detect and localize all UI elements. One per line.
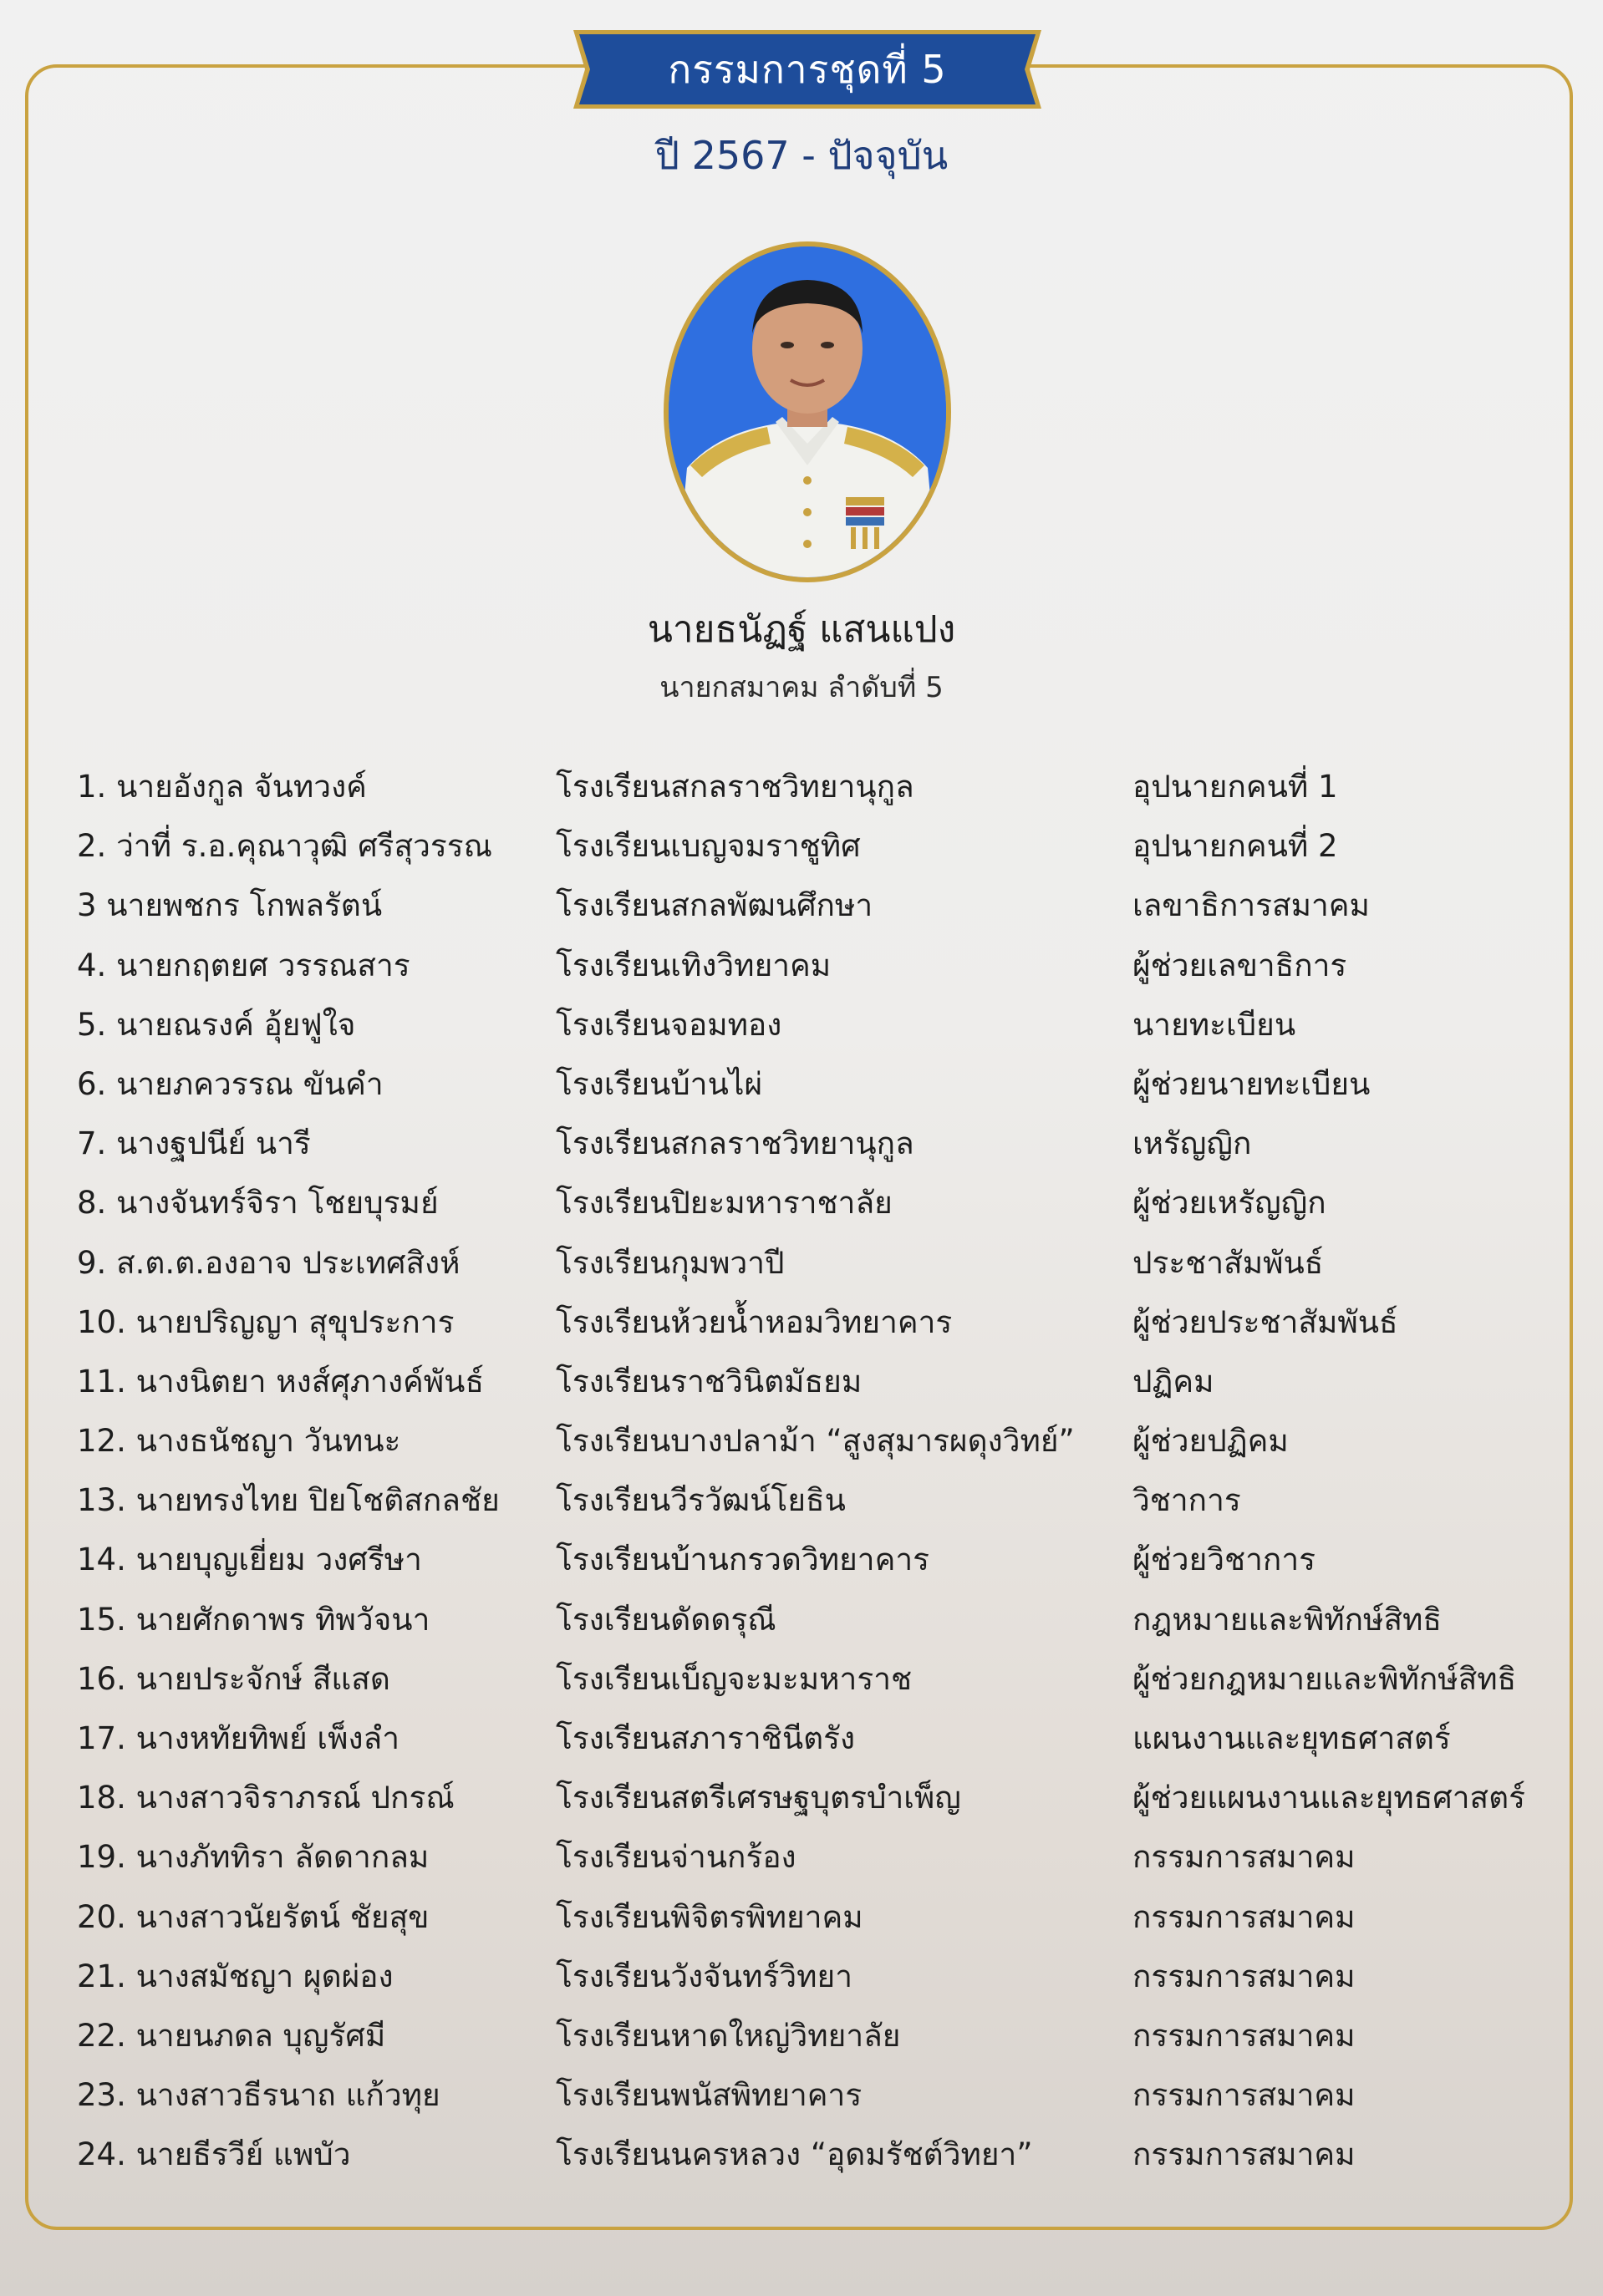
member-row bbox=[77, 1535, 1548, 1594]
member-position: เหรัญญิก bbox=[1132, 1125, 1252, 1162]
member-row bbox=[77, 1416, 1548, 1476]
member-school: โรงเรียนสภาราชินีตรัง bbox=[556, 1720, 856, 1756]
member-position: วิชาการ bbox=[1132, 1482, 1241, 1519]
member-position: แผนงานและยุทธศาสตร์ bbox=[1132, 1720, 1451, 1756]
member-position: ผู้ช่วยปฏิคม bbox=[1132, 1423, 1289, 1460]
member-position: อุปนายกคนที่ 1 bbox=[1132, 769, 1338, 805]
member-school: โรงเรียนเบญจมราชูทิศ bbox=[556, 828, 861, 865]
member-position: ผู้ช่วยเลขาธิการ bbox=[1132, 947, 1347, 983]
member-position: ผู้ช่วยเหรัญญิก bbox=[1132, 1185, 1326, 1222]
member-position: กรรมการสมาคม bbox=[1132, 1958, 1356, 1994]
member-row bbox=[77, 881, 1548, 940]
committee-list bbox=[77, 762, 1548, 2190]
member-school: โรงเรียนสกลราชวิทยานุกูล bbox=[556, 769, 914, 805]
member-name: 21. นางสมัชญา ผุดผ่อง bbox=[77, 1958, 394, 1994]
member-position: ประชาสัมพันธ์ bbox=[1132, 1244, 1324, 1281]
title-banner bbox=[567, 27, 1048, 112]
member-row bbox=[77, 2011, 1548, 2070]
member-position: ผู้ช่วยประชาสัมพันธ์ bbox=[1132, 1303, 1398, 1340]
member-position: ผู้ช่วยแผนงานและยุทธศาสตร์ bbox=[1132, 1780, 1525, 1816]
member-row bbox=[77, 1714, 1548, 1773]
member-school: โรงเรียนพิจิตรพิทยาคม bbox=[556, 1898, 863, 1935]
member-row bbox=[77, 2130, 1548, 2189]
member-school: โรงเรียนบ้านไผ่ bbox=[556, 1065, 763, 1102]
member-row bbox=[77, 821, 1548, 881]
member-name: 14. นายบุญเยี่ยม วงศรีษา bbox=[77, 1542, 422, 1578]
member-school: โรงเรียนปิยะมหาราชาลัย bbox=[556, 1185, 893, 1222]
member-name: 5. นายณรงค์ อุ้ยฟูใจ bbox=[77, 1006, 356, 1043]
member-row bbox=[77, 1119, 1548, 1178]
member-name: 22. นายนภดล บุญรัศมี bbox=[77, 2017, 386, 2054]
member-name: 19. นางภัททิรา ลัดดากลม bbox=[77, 1839, 430, 1876]
banner-title: กรรมการชุดที่ 5 bbox=[668, 47, 947, 92]
member-name: 2. ว่าที่ ร.อ.คุณาวุฒิ ศรีสุวรรณ bbox=[77, 828, 492, 865]
member-position: เลขาธิการสมาคม bbox=[1132, 887, 1370, 924]
member-row bbox=[77, 1832, 1548, 1892]
member-school: โรงเรียนราชวินิตมัธยม bbox=[556, 1363, 863, 1399]
president-title: นายกสมาคม ลำดับที่ 5 bbox=[659, 671, 944, 704]
member-row bbox=[77, 1476, 1548, 1535]
member-row bbox=[77, 941, 1548, 1000]
member-row bbox=[77, 1000, 1548, 1059]
member-school: โรงเรียนเทิงวิทยาคม bbox=[556, 947, 832, 983]
member-position: กรรมการสมาคม bbox=[1132, 1839, 1356, 1876]
member-row bbox=[77, 1654, 1548, 1714]
member-row bbox=[77, 762, 1548, 821]
member-name: 17. นางหทัยทิพย์ เพ็งลำ bbox=[77, 1720, 399, 1756]
member-row bbox=[77, 1178, 1548, 1237]
term-period: ปี 2567 - ปัจจุบัน bbox=[654, 133, 949, 178]
member-school: โรงเรียนห้วยน้ำหอมวิทยาคาร bbox=[556, 1303, 953, 1340]
portrait-image bbox=[669, 246, 946, 577]
member-name: 10. นายปริญญา สุขุประการ bbox=[77, 1303, 455, 1340]
member-school: โรงเรียนหาดใหญ่วิทยาลัย bbox=[556, 2017, 901, 2054]
member-name: 8. นางจันทร์จิรา โชยบุรมย์ bbox=[77, 1185, 439, 1222]
member-row bbox=[77, 1952, 1548, 2011]
member-position: ผู้ช่วยกฎหมายและพิทักษ์สิทธิ bbox=[1132, 1660, 1517, 1697]
member-position: อุปนายกคนที่ 2 bbox=[1132, 828, 1338, 865]
member-name: 3 นายพชกร โกพลรัตน์ bbox=[77, 887, 383, 924]
member-position: กรรมการสมาคม bbox=[1132, 1898, 1356, 1935]
member-school: โรงเรียนวังจันทร์วิทยา bbox=[556, 1958, 853, 1994]
president-name: นายธนัฏฐ์ แสนแปง bbox=[647, 608, 956, 651]
member-position: ผู้ช่วยนายทะเบียน bbox=[1132, 1065, 1371, 1102]
member-position: นายทะเบียน bbox=[1132, 1006, 1296, 1043]
member-row bbox=[77, 1298, 1548, 1357]
member-name: 12. นางธนัชญา วันทนะ bbox=[77, 1423, 401, 1460]
member-school: โรงเรียนสกลราชวิทยานุกูล bbox=[556, 1125, 914, 1162]
member-name: 9. ส.ต.ต.องอาจ ประเทศสิงห์ bbox=[77, 1244, 461, 1281]
member-name: 7. นางฐปนีย์ นารี bbox=[77, 1125, 311, 1162]
member-name: 20. นางสาวนัยรัตน์ ชัยสุข bbox=[77, 1898, 430, 1935]
member-school: โรงเรียนสกลพัฒนศึกษา bbox=[556, 887, 873, 924]
member-school: โรงเรียนบ้านกรวดวิทยาคาร bbox=[556, 1542, 929, 1578]
member-row bbox=[77, 2070, 1548, 2130]
member-school: โรงเรียนเบ็ญจะมะมหาราช bbox=[556, 1660, 913, 1697]
member-row bbox=[77, 1238, 1548, 1298]
member-name: 24. นายธีรวีย์ แพบัว bbox=[77, 2136, 351, 2173]
member-name: 1. นายอังกูล จันทวงค์ bbox=[77, 769, 367, 805]
member-position: กรรมการสมาคม bbox=[1132, 2017, 1356, 2054]
member-position: กรรมการสมาคม bbox=[1132, 2136, 1356, 2173]
member-name: 16. นายประจักษ์ สีแสด bbox=[77, 1660, 390, 1697]
member-row bbox=[77, 1773, 1548, 1832]
member-row bbox=[77, 1357, 1548, 1416]
member-name: 23. นางสาวธีรนาถ แก้วทุย bbox=[77, 2077, 440, 2114]
member-school: โรงเรียนบางปลาม้า “สูงสุมารผดุงวิทย์” bbox=[556, 1423, 1075, 1460]
member-school: โรงเรียนสตรีเศรษฐบุตรบำเพ็ญ bbox=[556, 1780, 961, 1816]
member-name: 15. นายศักดาพร ทิพวัจนา bbox=[77, 1601, 430, 1638]
member-school: โรงเรียนจ่านกร้อง bbox=[556, 1839, 796, 1876]
member-school: โรงเรียนวีรวัฒน์โยธิน bbox=[556, 1482, 846, 1519]
member-row bbox=[77, 1892, 1548, 1952]
member-school: โรงเรียนจอมทอง bbox=[556, 1006, 782, 1043]
member-name: 13. นายทรงไทย ปิยโชติสกลชัย bbox=[77, 1482, 500, 1519]
member-row bbox=[77, 1595, 1548, 1654]
member-position: กฎหมายและพิทักษ์สิทธิ bbox=[1132, 1601, 1442, 1638]
member-position: ผู้ช่วยวิชาการ bbox=[1132, 1542, 1315, 1578]
president-portrait bbox=[664, 241, 951, 582]
member-school: โรงเรียนนครหลวง “อุดมรัชต์วิทยา” bbox=[556, 2136, 1033, 2173]
member-name: 11. นางนิตยา หงส์ศุภางค์พันธ์ bbox=[77, 1363, 485, 1399]
member-name: 6. นายภควรรณ ขันคำ bbox=[77, 1065, 384, 1102]
member-school: โรงเรียนพนัสพิทยาคาร bbox=[556, 2077, 863, 2114]
member-name: 18. นางสาวจิราภรณ์ ปกรณ์ bbox=[77, 1780, 455, 1816]
member-school: โรงเรียนกุมพวาปี bbox=[556, 1244, 785, 1281]
member-row bbox=[77, 1059, 1548, 1119]
member-name: 4. นายกฤตยศ วรรณสาร bbox=[77, 947, 410, 983]
member-school: โรงเรียนดัดดรุณี bbox=[556, 1601, 776, 1638]
member-position: ปฏิคม bbox=[1132, 1363, 1214, 1399]
member-position: กรรมการสมาคม bbox=[1132, 2077, 1356, 2114]
